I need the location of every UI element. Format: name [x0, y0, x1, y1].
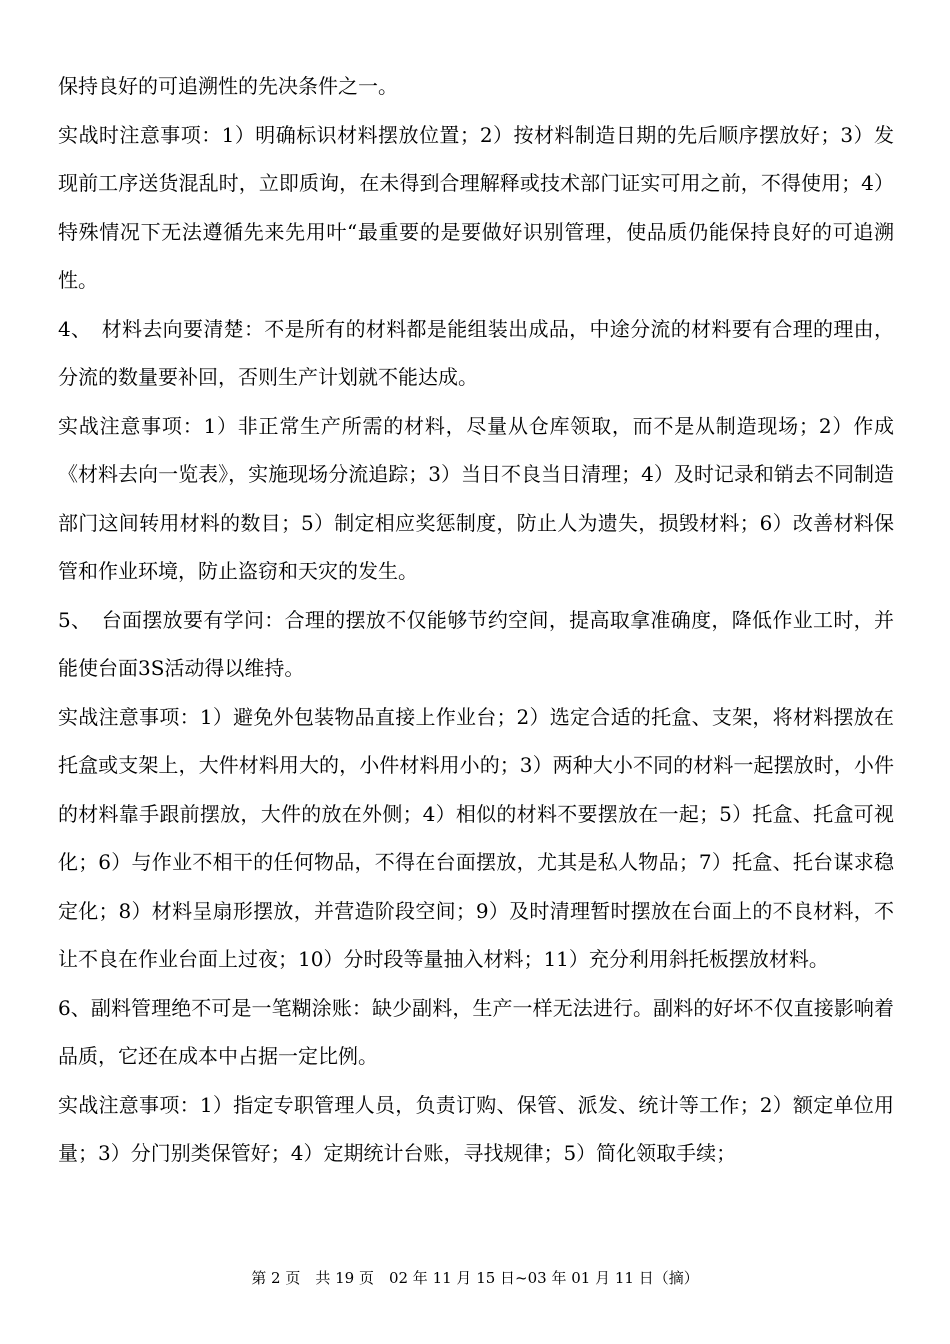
paragraph-1: 保持良好的可追溯性的先决条件之一。 [58, 74, 398, 98]
paragraph-5: 5、 台面摆放要有学问：合理的摆放不仅能够节约空间，提高取拿准确度，降低作业工时，并能使台面3S活动得以维持。 [58, 607, 894, 680]
paragraph-8: 实战注意事项：1）指定专职管理人员，负责订购、保管、派发、统计等工作；2）额定单位用量；3）分门别类保管好；4）定期统计台账，寻找规律；5）简化领取手续； [58, 1092, 894, 1165]
document-body [58, 62, 894, 1178]
paragraph-3: 4、 材料去向要清楚：不是所有的材料都是能组装出成品，中途分流的材料要有合理的理由，分流的数量要补回，否则生产计划就不能达成。 [58, 316, 894, 389]
page-footer: 第 2 页 共 19 页 02 年 11 月 15 日~03 年 01 月 11 日（摘） [251, 1269, 699, 1287]
paragraph-7: 6、副料管理绝不可是一笔糊涂账：缺少副料，生产一样无法进行。副料的好坏不仅直接影响着品质，它还在成本中占据一定比例。 [58, 995, 894, 1068]
paragraph-2: 实战时注意事项：1）明确标识材料摆放位置；2）按材料制造日期的先后顺序摆放好；3）发现前工序送货混乱时，立即质询，在未得到合理解释或技术部门证实可用之前，不得使用；4）特殊情况下无法遵循先来先用叶“最重要的是要做好识别管理，使品质仍能保持良好的可追溯性。 [58, 122, 894, 292]
paragraph-6: 实战注意事项：1）避免外包装物品直接上作业台；2）选定合适的托盒、支架，将材料摆放在托盒或支架上，大件材料用大的，小件材料用小的；3）两种大小不同的材料一起摆放时，小件的材料靠手跟前摆放，大件的放在外侧；4）相似的材料不要摆放在一起；5）托盒、托盒可视化；6）与作业不相干的任何物品，不得在台面摆放，尤其是私人物品；7）托盒、托台谋求稳定化；8）材料呈扇形摆放，并营造阶段空间；9）及时清理暂时摆放在台面上的不良材料，不让不良在作业台面上过夜；10）分时段等量抽入材料；11）充分利用斜托板摆放材料。 [58, 704, 894, 971]
paragraph-4: 实战注意事项：1）非正常生产所需的材料，尽量从仓库领取，而不是从制造现场；2）作成《材料去向一览表》，实施现场分流追踪；3）当日不良当日清理；4）及时记录和销去不同制造部门这间转用材料的数目；5）制定相应奖惩制度，防止人为遗失，损毁材料；6）改善材料保管和作业环境，防止盗窃和天灾的发生。 [58, 413, 894, 583]
